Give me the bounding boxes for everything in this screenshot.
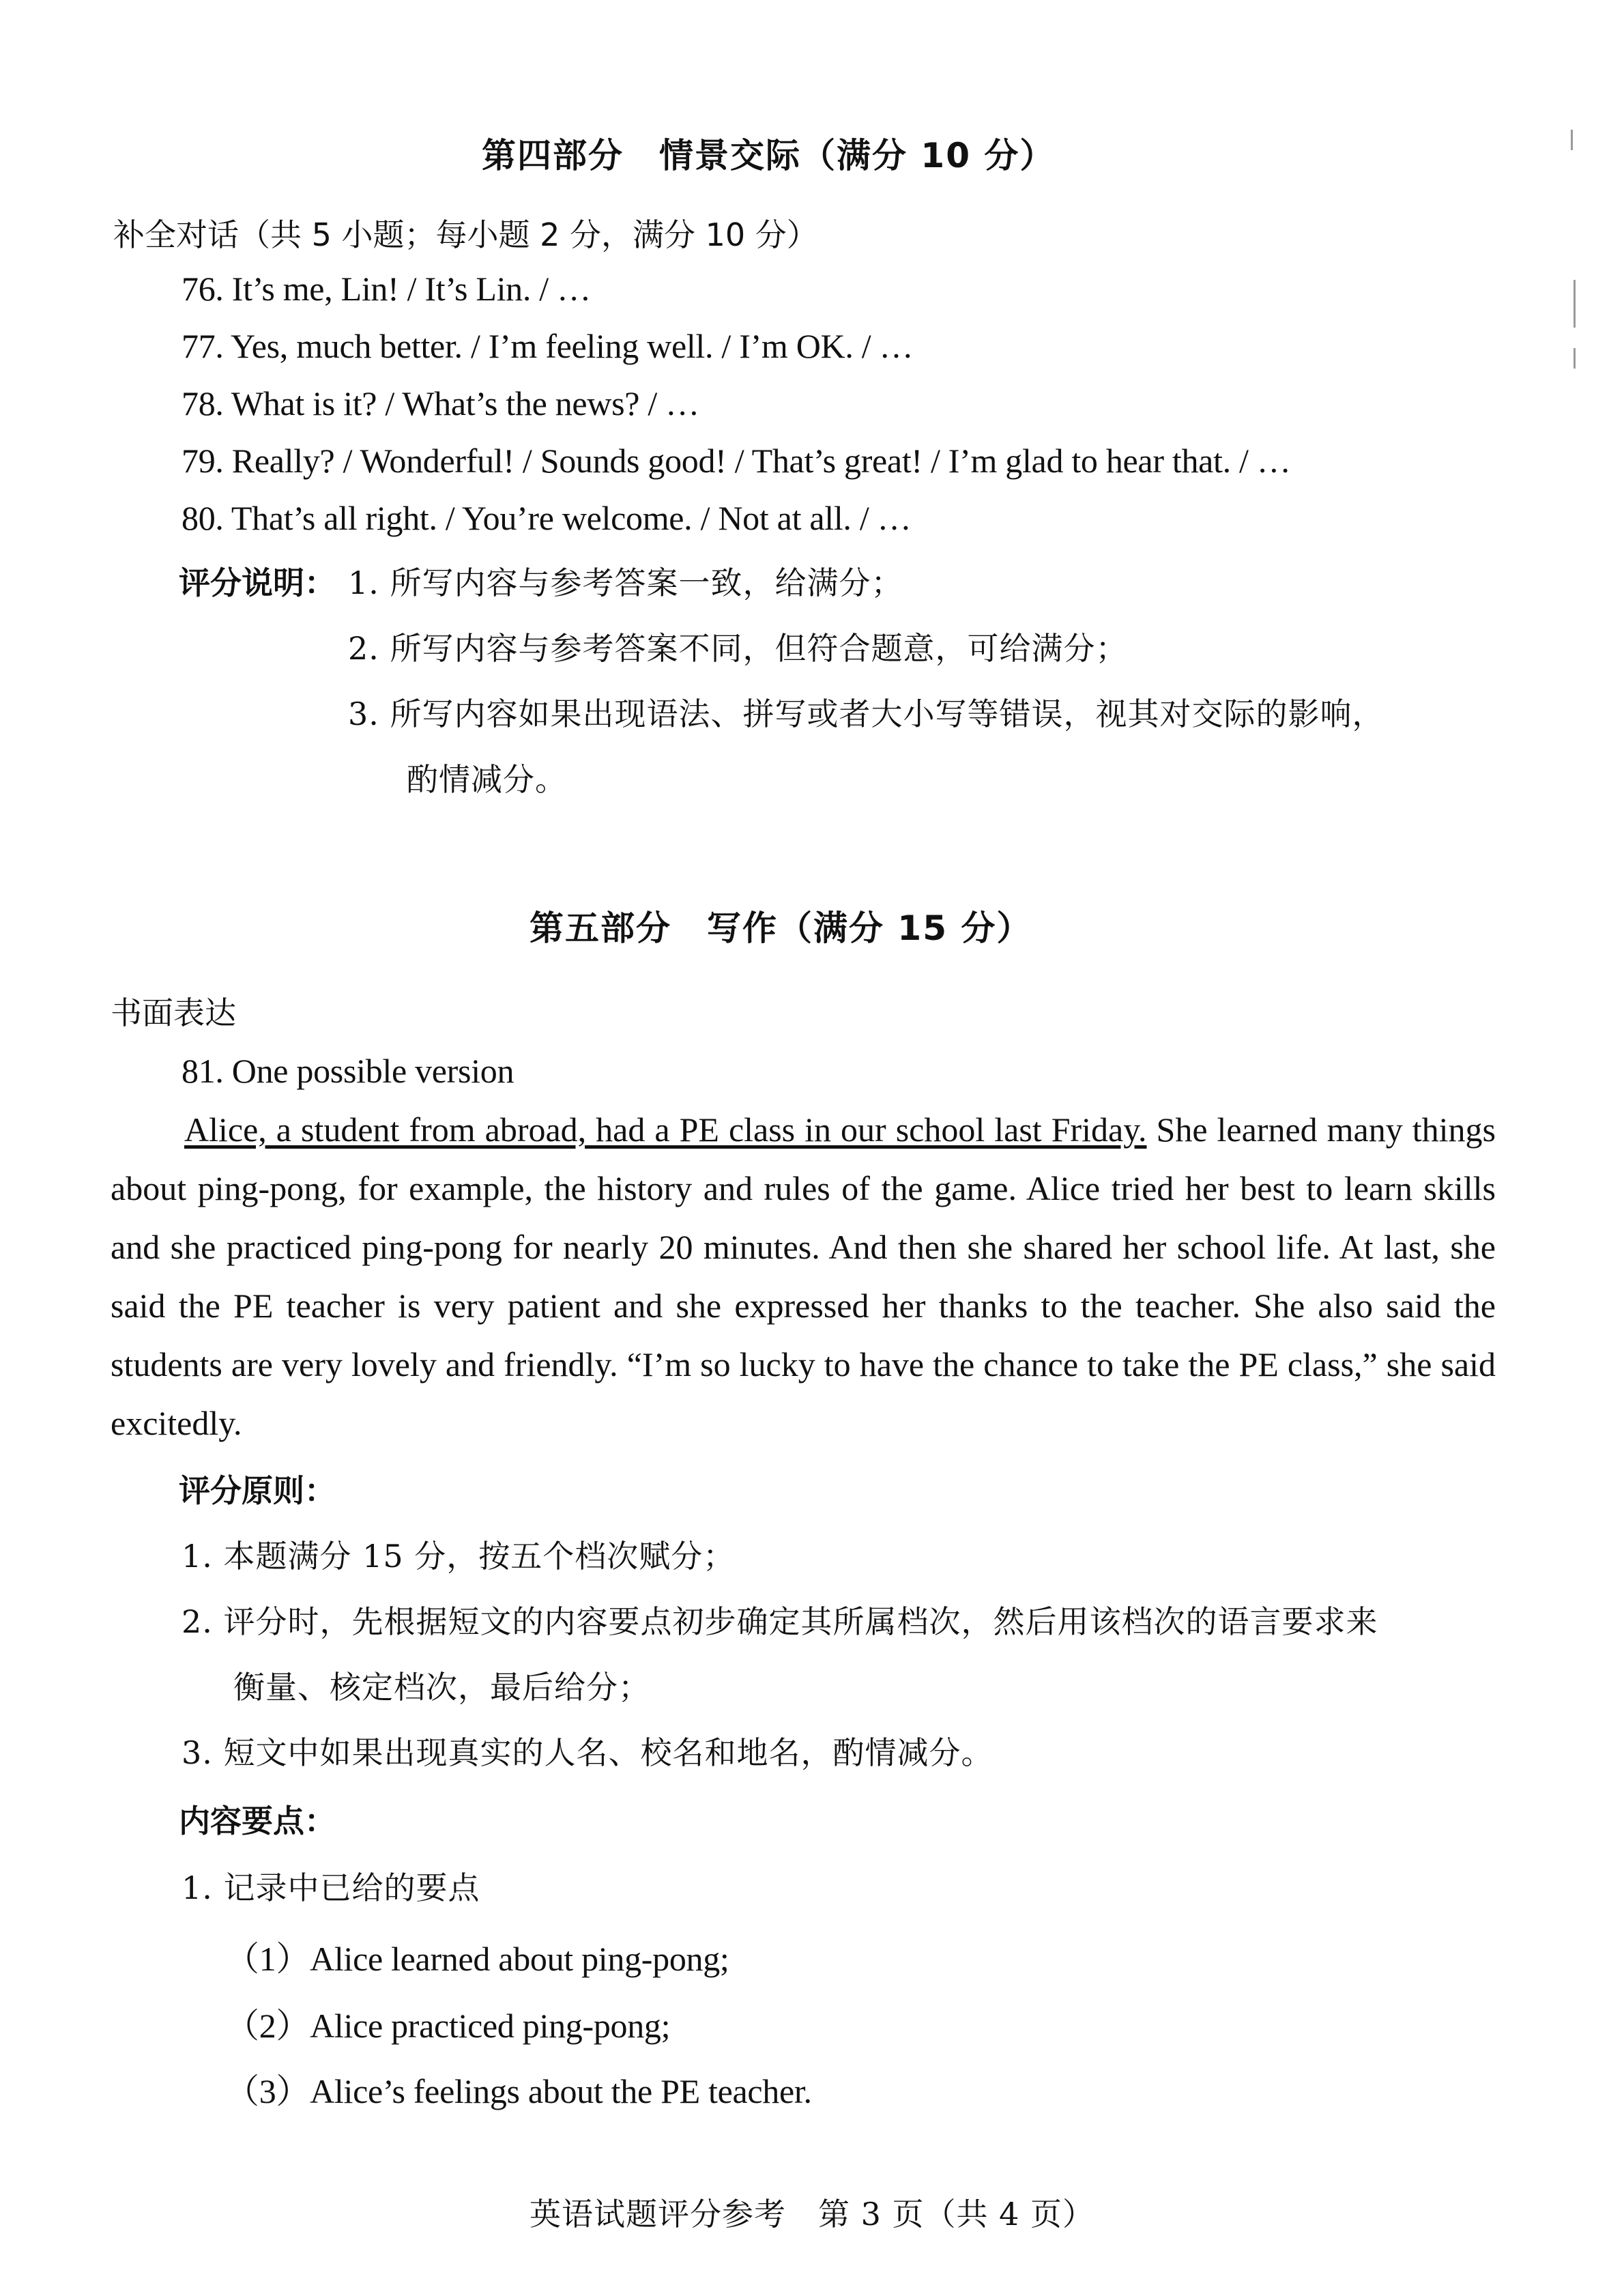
scan-margin-mark <box>1571 130 1573 150</box>
content-intro: 1. 记录中已给的要点 <box>182 1869 480 1906</box>
principles-label: 评分原则： <box>179 1472 336 1509</box>
scoring-item: 2. 所写内容与参考答案不同，但符合题意，可给满分； <box>348 630 1128 667</box>
part5-subheading: 书面表达 <box>111 994 236 1031</box>
part4-subheading: 补全对话（共 5 小题；每小题 2 分，满分 10 分） <box>113 216 818 253</box>
content-point: （3）Alice’s feelings about the PE teacher. <box>225 2072 812 2110</box>
answer-item: 76. It’s me, Lin! / It’s Lin. / … <box>182 270 591 308</box>
page-footer: 英语试题评分参考 第 3 页（共 4 页） <box>530 2196 1095 2233</box>
part4-heading: 第四部分 情景交际（满分 10 分） <box>482 136 1056 175</box>
version-label: 81. One possible version <box>182 1052 514 1090</box>
essay-underlined-sentence: Alice, a student from abroad, had a PE class in our school last Friday. <box>184 1110 1147 1149</box>
answer-item: 80. That’s all right. / You’re welcome. / Not at all. / … <box>182 499 912 537</box>
principle-item-continued: 衡量、核定档次，最后给分； <box>233 1669 650 1706</box>
content-point: （1）Alice learned about ping-pong; <box>225 1940 729 1978</box>
scoring-label: 评分说明： <box>179 564 336 601</box>
principle-item: 1. 本题满分 15 分，按五个档次赋分； <box>182 1538 736 1575</box>
answer-item: 77. Yes, much better. / I’m feeling well. / I’m OK. / … <box>182 327 914 365</box>
scoring-item: 1. 所写内容与参考答案一致，给满分； <box>348 564 903 601</box>
scoring-item: 3. 所写内容如果出现语法、拼写或者大小写等错误，视其对交际的影响， <box>348 695 1384 732</box>
principle-item: 2. 评分时，先根据短文的内容要点初步确定其所属档次，然后用该档次的语言要求来 <box>182 1603 1378 1640</box>
scoring-item-continued: 酌情减分。 <box>407 761 567 798</box>
part5-heading: 第五部分 写作（满分 15 分） <box>530 908 1032 948</box>
content-label: 内容要点： <box>179 1803 336 1839</box>
principle-item: 3. 短文中如果出现真实的人名、校名和地名，酌情减分。 <box>182 1734 994 1771</box>
answer-item: 78. What is it? / What’s the news? / … <box>182 384 699 422</box>
scan-margin-mark <box>1574 348 1576 369</box>
answer-item: 79. Really? / Wonderful! / Sounds good! / That’s great! / I’m glad to hear that. / … <box>182 442 1291 480</box>
model-essay <box>111 1100 1496 1452</box>
essay-body: She learned many things about ping-pong, for example, the history and rules of the game. Alice tried her best to learn skills and she practiced ping-pong for nearly 20 minutes. And then she shared her school life. At last, she said the PE teacher is very patient and she expressed her thanks to the teacher. She also said the students are very lovely and friendly. “I’m so lucky to have the chance to take the PE class,” she said excitedly. <box>111 1110 1496 1442</box>
scan-margin-mark <box>1574 280 1576 328</box>
content-point: （2）Alice practiced ping-pong; <box>225 2007 671 2045</box>
